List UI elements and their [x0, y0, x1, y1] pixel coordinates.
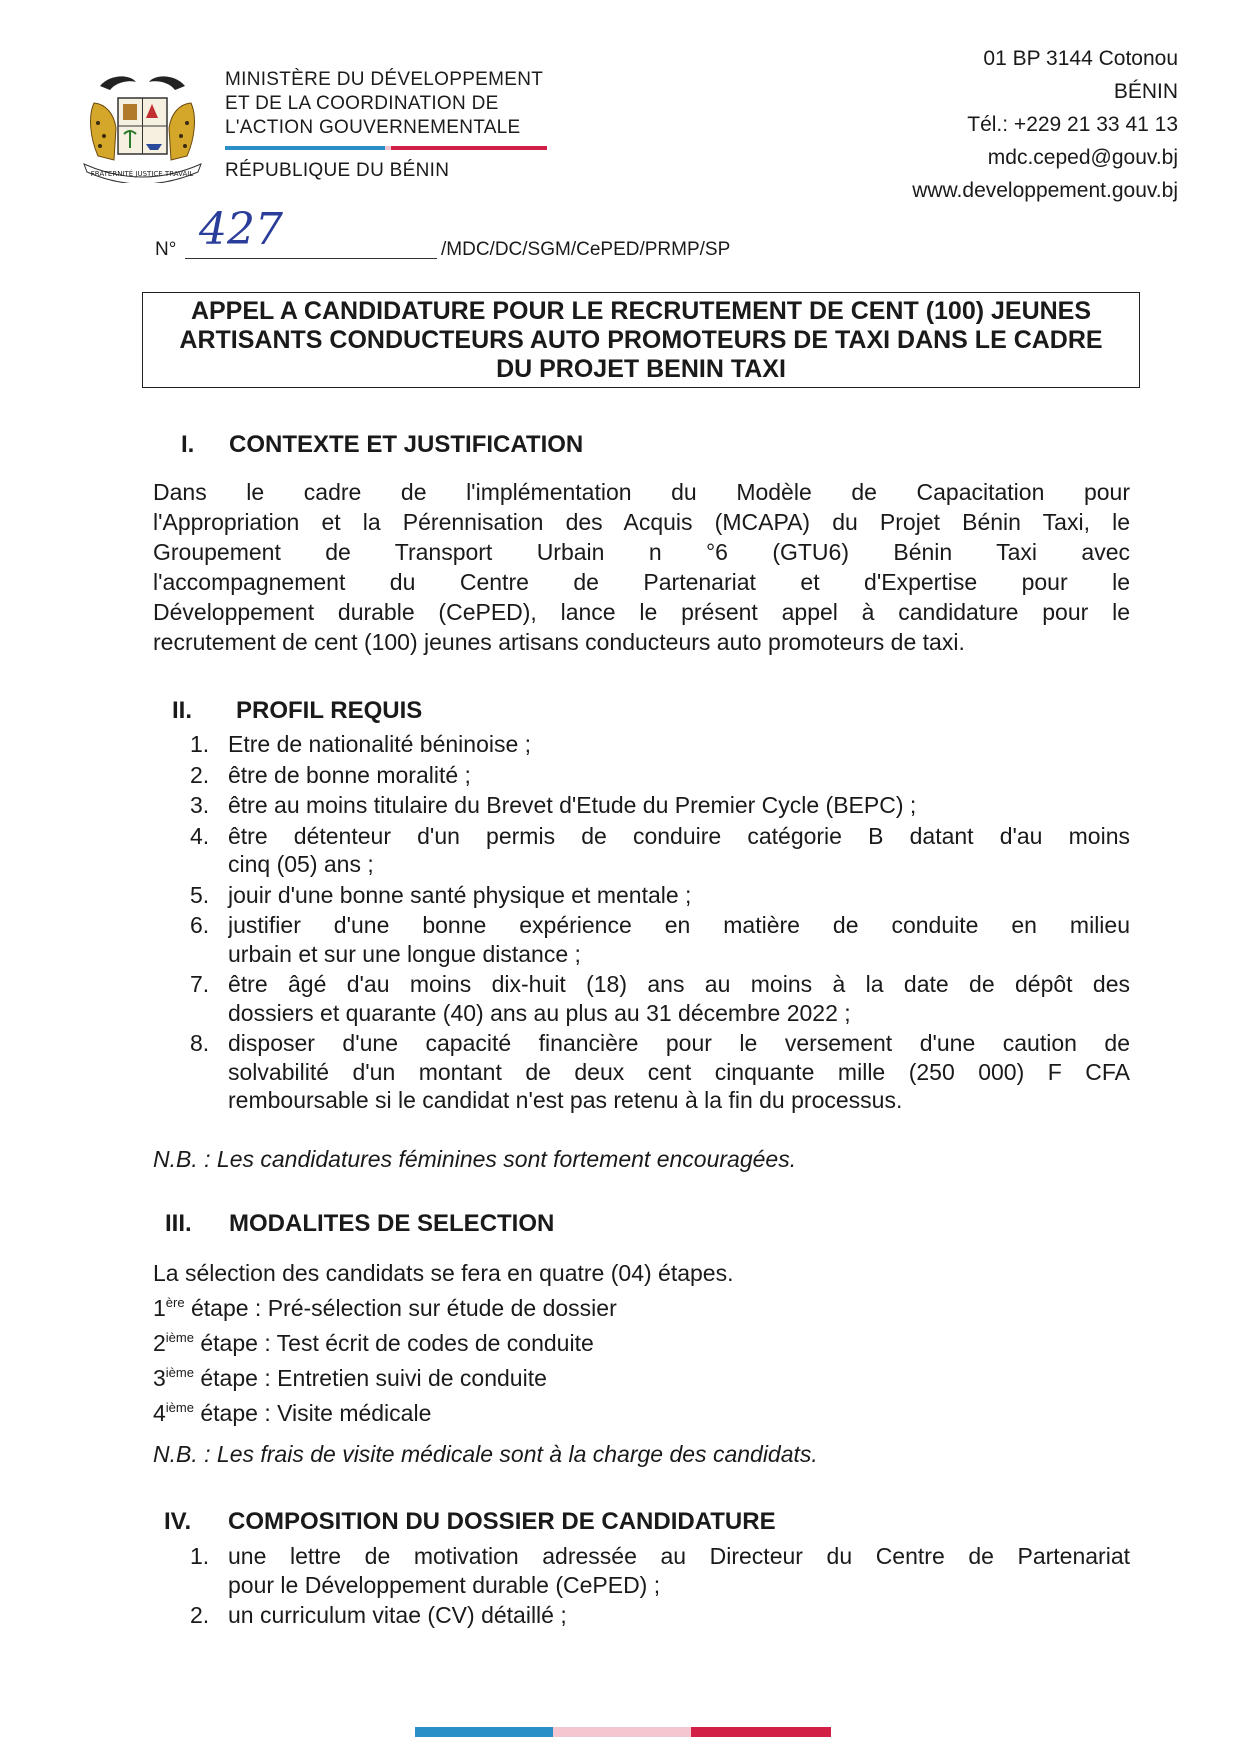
- list-item-line: être âgé d'au moins dix-huit (18) ans au moins à la date de dépôt des: [228, 971, 1130, 997]
- footer-color-bar: [415, 1727, 831, 1737]
- list-item-number: 1.: [190, 1543, 210, 1569]
- list-item: [190, 970, 1130, 1027]
- ministry-line: MINISTÈRE DU DÉVELOPPEMENT: [225, 69, 544, 90]
- list-item-line: urbain et sur une longue distance ;: [228, 940, 581, 967]
- list-item: [190, 1029, 1130, 1115]
- list-item: [190, 822, 1130, 879]
- reference-prefix: N°: [155, 239, 177, 260]
- list-item-line: cinq (05) ans ;: [228, 851, 374, 877]
- selection-intro: La sélection des candidats se fera en quatre (04) étapes.: [153, 1260, 734, 1286]
- list-item-line: dossiers et quarante (40) ans au plus au 31 décembre 2022 ;: [228, 999, 851, 1026]
- list-item-line: être détenteur d'un permis de conduire catégorie B datant d'au moins: [228, 822, 1130, 849]
- list-item-line: une lettre de motivation adressée au Directeur du Centre de Partenariat: [228, 1543, 1130, 1569]
- list-item-line: disposer d'une capacité financière pour le versement d'une caution de: [228, 1030, 1130, 1056]
- list-item-number: 3.: [190, 792, 210, 818]
- section-2-note: N.B. : Les candidatures féminines sont fortement encouragées.: [153, 1146, 797, 1172]
- document-title: [142, 292, 1140, 388]
- list-item: [190, 791, 1130, 820]
- list-item-line: solvabilité d'un montant de deux cent cinquante mille (250 000) F CFA: [228, 1058, 1130, 1085]
- list-item-line: être au moins titulaire du Brevet d'Etude du Premier Cycle (BEPC) ;: [228, 792, 917, 818]
- list-item: [190, 1542, 1130, 1599]
- reference-number: [155, 204, 731, 264]
- list-item-line: un curriculum vitae (CV) détaillé ;: [228, 1602, 567, 1628]
- selection-steps: [153, 1258, 733, 1428]
- list-item-line: remboursable si le candidat n'est pas retenu à la fin du processus.: [228, 1087, 903, 1113]
- reference-suffix: /MDC/DC/SGM/CePED/PRMP/SP: [441, 239, 731, 260]
- title-line: APPEL A CANDIDATURE POUR LE RECRUTEMENT DE CENT (100) JEUNES: [190, 297, 1092, 325]
- section-1-paragraph: Dans le cadre de l'implémentation du Modèle de Capacitation pour l'Appropriation et la Pérennisation des Acquis (MCAPA) du Projet Bénin Taxi, le Groupement de Transport Urbain n °6 (GTU6) Bénin Taxi avec l'accompagnement du Centre de Partenariat et d'Expertise pour le Développement durable (CePED), lance le présent appel à candidature pour le recrutement de cent (100) jeunes artisans conducteurs auto promoteurs de taxi.: [153, 479, 1130, 655]
- ministry-name: [225, 68, 543, 140]
- list-item: [190, 1601, 1130, 1630]
- selection-step: 1ère étape : Pré-sélection sur étude de dossier: [153, 1295, 617, 1321]
- ministry-line: L'ACTION GOUVERNEMENTALE: [225, 117, 521, 138]
- motto-text: FRATERNITÉ JUSTICE TRAVAIL: [90, 170, 194, 178]
- contact-phone: Tél.: +229 21 33 41 13: [967, 113, 1178, 136]
- reference-handwritten-number: 427: [185, 206, 437, 259]
- selection-step: 2ième étape : Test écrit de codes de conduite: [153, 1330, 594, 1356]
- section-4-heading: IV. COMPOSITION DU DOSSIER DE CANDIDATURE: [164, 1508, 776, 1535]
- list-item-number: 8.: [190, 1030, 210, 1056]
- contact-block: [912, 42, 1178, 207]
- flag-color-bar: [225, 146, 547, 150]
- ministry-line: ET DE LA COORDINATION DE: [225, 93, 499, 114]
- list-item: [190, 730, 1130, 759]
- coat-of-arms-logo: [80, 68, 205, 183]
- list-item-number: 5.: [190, 881, 210, 908]
- list-item-number: 7.: [190, 971, 210, 997]
- title-line: ARTISANTS CONDUCTEURS AUTO PROMOTEURS DE TAXI DANS LE CADRE: [179, 326, 1103, 354]
- list-item-line: pour le Développement durable (CePED) ;: [228, 1571, 661, 1598]
- dossier-list: [190, 1542, 1130, 1632]
- contact-country: BÉNIN: [1113, 80, 1178, 103]
- profile-list: [190, 730, 1130, 1117]
- section-3-heading: III. MODALITES DE SELECTION: [165, 1210, 555, 1237]
- list-item-number: 1.: [190, 731, 210, 757]
- list-item: [190, 881, 1130, 910]
- section-3-note: N.B. : Les frais de visite médicale sont à la charge des candidats.: [153, 1441, 818, 1467]
- list-item-line: justifier d'une bonne expérience en matière de conduite en milieu: [228, 912, 1130, 938]
- selection-step: 3ième étape : Entretien suivi de conduite: [153, 1365, 547, 1391]
- section-1-heading: I. CONTEXTE ET JUSTIFICATION: [181, 431, 584, 458]
- title-line: DU PROJET BENIN TAXI: [496, 355, 786, 383]
- list-item-number: 4.: [190, 822, 210, 849]
- list-item-number: 2.: [190, 1602, 210, 1628]
- list-item: [190, 761, 1130, 790]
- selection-step: 4ième étape : Visite médicale: [153, 1400, 432, 1426]
- list-item-line: être de bonne moralité ;: [228, 761, 471, 788]
- section-2-heading: II. PROFIL REQUIS: [172, 697, 423, 724]
- contact-email: mdc.ceped@gouv.bj: [987, 146, 1178, 169]
- contact-address: 01 BP 3144 Cotonou: [983, 47, 1178, 70]
- list-item-line: Etre de nationalité béninoise ;: [228, 731, 532, 757]
- list-item: [190, 911, 1130, 968]
- contact-website: www.developpement.gouv.bj: [912, 179, 1178, 202]
- list-item-number: 2.: [190, 761, 210, 788]
- republic-name: RÉPUBLIQUE DU BÉNIN: [225, 160, 450, 181]
- list-item-line: jouir d'une bonne santé physique et mentale ;: [228, 881, 692, 908]
- list-item-number: 6.: [190, 912, 210, 938]
